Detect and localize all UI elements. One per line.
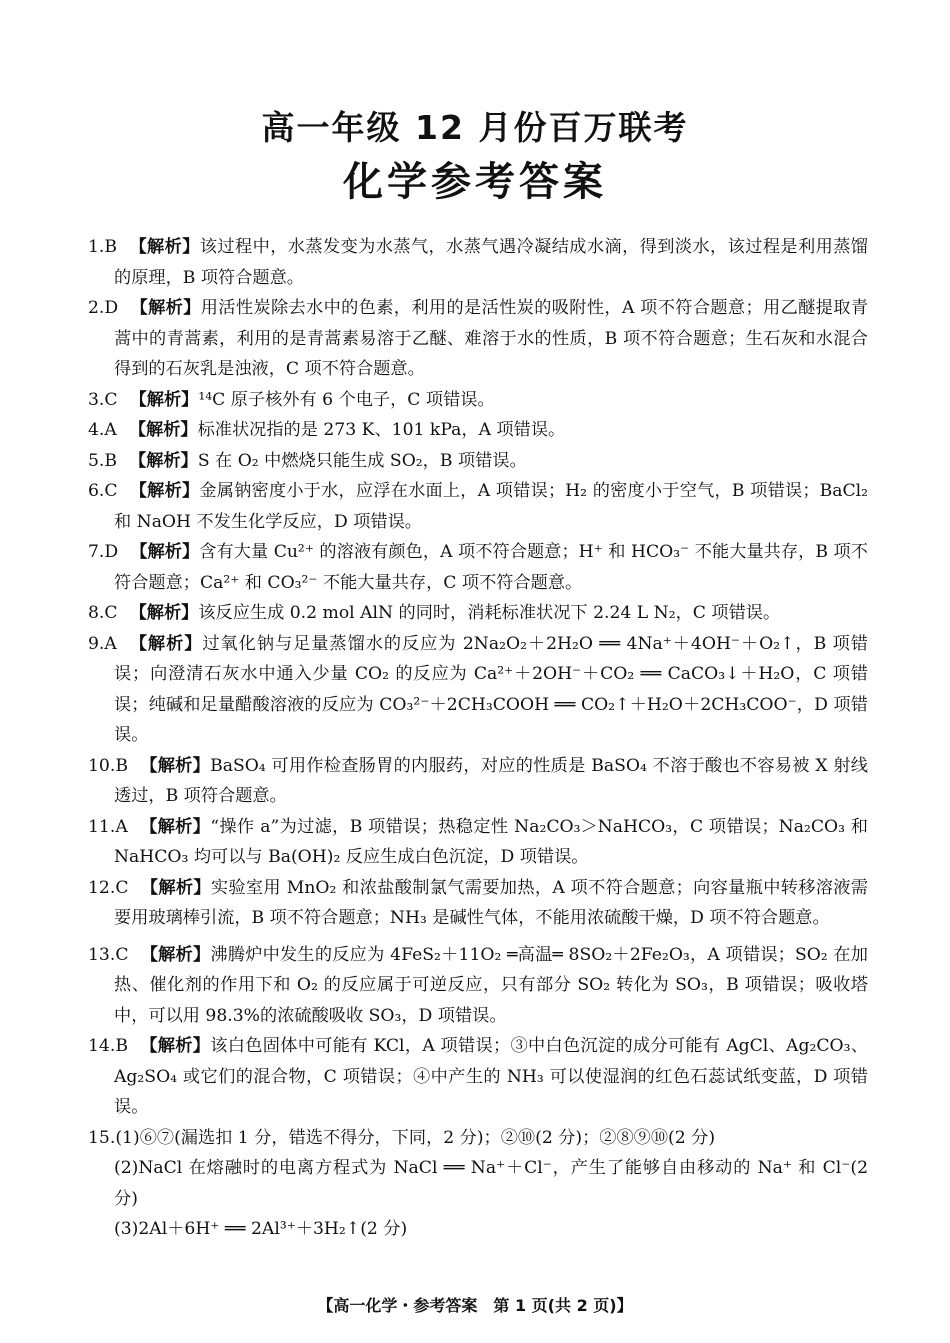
answer-item-15: 15.(1)⑥⑦(漏选扣 1 分，错选不得分，下同，2 分)；②⑩(2 分)；②⑧⑨⑩(2 分) (2)NaCl 在熔融时的电离方程式为 NaCl ══ Na⁺＋Cl⁻，产生了能够自由移动的 Na⁺ 和 Cl⁻(2 分) (3)2Al＋6H⁺ ══ 2Al³⁺＋3H₂↑(2 分)	[88, 1123, 868, 1245]
q15-part-3: (3)2Al＋6H⁺ ══ 2Al³⁺＋3H₂↑(2 分)	[114, 1219, 408, 1239]
page-footer: 【高一化学・参考答案 第 1 页(共 2 页)】	[317, 1296, 633, 1315]
document-subtitle: 化学参考答案	[343, 159, 607, 205]
answer-item-1: 1.B 【解析】该过程中，水蒸发变为水蒸气，水蒸气遇冷凝结成水滴，得到淡水，该过程是利用蒸馏的原理，B 项符合题意。	[88, 237, 868, 288]
document-title: 高一年级 12 月份百万联考	[261, 108, 689, 147]
q15-part-2: (2)NaCl 在熔融时的电离方程式为 NaCl ══ Na⁺＋Cl⁻，产生了能够自由移动的 Na⁺ 和 Cl⁻(2 分)	[114, 1158, 868, 1209]
answer-item-7: 7.D 【解析】含有大量 Cu²⁺ 的溶液有颜色，A 项不符合题意；H⁺ 和 HCO₃⁻ 不能大量共存，B 项不符合题意；Ca²⁺ 和 CO₃²⁻ 不能大量共存，C 项不符合题意。	[88, 542, 868, 593]
answer-item-12: 12.C 【解析】实验室用 MnO₂ 和浓盐酸制氯气需要加热，A 项不符合题意；向容量瓶中转移溶液需要用玻璃棒引流，B 项不符合题意；NH₃ 是碱性气体，不能用浓硫酸干燥，D 项不符合题意。	[88, 877, 868, 928]
answer-item-2: 2.D 【解析】用活性炭除去水中的色素，利用的是活性炭的吸附性，A 项不符合题意；用乙醚提取青蒿中的青蒿素，利用的是青蒿素易溶于乙醚、难溶于水的性质，B 项不符合题意；生石灰和水混合得到的石灰乳是浊液，C 项不符合题意。	[88, 298, 868, 379]
answer-item-14: 14.B 【解析】该白色固体中可能有 KCl，A 项错误；③中白色沉淀的成分可能有 AgCl、Ag₂CO₃、Ag₂SO₄ 或它们的混合物，C 项错误；④中产生的 NH₃ 可以使湿润的红色石蕊试纸变蓝，D 项错误。	[88, 1036, 868, 1117]
answer-item-10: 10.B 【解析】BaSO₄ 可用作检查肠胃的内服药，对应的性质是 BaSO₄ 不溶于酸也不容易被 X 射线透过，B 项符合题意。	[88, 755, 868, 806]
answer-item-11: 11.A 【解析】“操作 a”为过滤，B 项错误；热稳定性 Na₂CO₃＞NaHCO₃，C 项错误；Na₂CO₃ 和 NaHCO₃ 均可以与 Ba(OH)₂ 反应生成白色沉淀，D 项错误。	[88, 816, 868, 867]
answer-list	[88, 232, 868, 1245]
answer-item-3: 3.C 【解析】¹⁴C 原子核外有 6 个电子，C 项错误。	[88, 389, 495, 410]
answer-item-9: 9.A 【解析】过氧化钠与足量蒸馏水的反应为 2Na₂O₂＋2H₂O ══ 4Na⁺＋4OH⁻＋O₂↑，B 项错误；向澄清石灰水中通入少量 CO₂ 的反应为 Ca²⁺＋2OH⁻＋CO₂ ══ CaCO₃↓＋H₂O，C 项错误；纯碱和足量醋酸溶液的反应为 CO₃²⁻＋2CH₃COOH ══ CO₂↑＋H₂O＋2CH₃COO⁻，D 项错误。	[88, 633, 868, 745]
answer-item-8: 8.C 【解析】该反应生成 0.2 mol AlN 的同时，消耗标准状况下 2.24 L N₂，C 项错误。	[88, 603, 781, 623]
answer-item-5: 5.B 【解析】S 在 O₂ 中燃烧只能生成 SO₂，B 项错误。	[88, 450, 527, 471]
answer-item-6: 6.C 【解析】金属钠密度小于水，应浮在水面上，A 项错误；H₂ 的密度小于空气，B 项错误；BaCl₂ 和 NaOH 不发生化学反应，D 项错误。	[88, 481, 868, 532]
answer-item-4: 4.A 【解析】标准状况指的是 273 K、101 kPa，A 项错误。	[88, 420, 566, 440]
answer-item-13: 13.C 【解析】沸腾炉中发生的反应为 4FeS₂＋11O₂ ═高温═ 8SO₂＋2Fe₂O₃，A 项错误；SO₂ 在加热、催化剂的作用下和 O₂ 的反应属于可逆反应，只有部分 SO₂ 转化为 SO₃，B 项错误；吸收塔中，可以用 98.3%的浓硫酸吸收 SO₃，D 项错误。	[88, 944, 868, 1026]
q15-part-1: (1)⑥⑦(漏选扣 1 分，错选不得分，下同，2 分)；②⑩(2 分)；②⑧⑨⑩(2 分)	[115, 1127, 716, 1148]
